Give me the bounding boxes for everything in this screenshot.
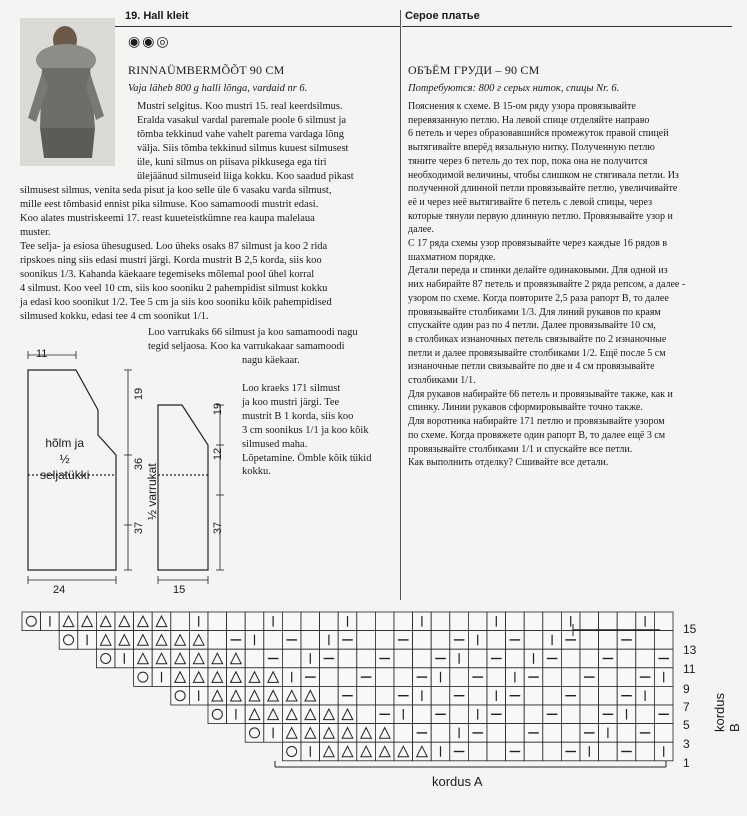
chart-cell: [96, 649, 115, 668]
chart-cell: [543, 742, 562, 761]
text-line: Eralda vasakul vardal paremale poole 6 silmust ja: [137, 114, 347, 126]
chart-cell: [171, 649, 190, 668]
text-line: ripskoes ning siis edasi mustri järgi. Korda mustrit B 2,5 korda, siis koo: [20, 254, 322, 266]
chart-cell: [320, 686, 339, 705]
chart-cell: [506, 724, 525, 743]
text-line: Koo alates mustriskeemi 17. reast kuueteistkümne rea kaupa malelaua: [20, 212, 315, 224]
chart-cell: [636, 705, 655, 724]
materials-russian: Потребуются: 800 г серых ниток, спицы Nr. 6.: [408, 83, 620, 94]
chart-cell: [543, 668, 562, 687]
chart-cell: [580, 705, 599, 724]
chart-cell: [357, 649, 376, 668]
chart-cell: [599, 612, 618, 631]
chart-cell: [468, 686, 487, 705]
text-line: необходимой величины, чтобы слишком не стягивала петли. Из: [408, 169, 679, 181]
chart-cell: [654, 686, 673, 705]
dim-top-width: 11: [36, 348, 48, 360]
row-number: 15: [683, 622, 697, 636]
chart-cell: [282, 705, 301, 724]
chart-cell: [171, 631, 190, 650]
chart-cell: [561, 649, 580, 668]
text-line: välja. Siis tõmba tekkinud silmus kuuest silmusest: [137, 142, 349, 154]
chart-cell: [580, 612, 599, 631]
chart-cell: [338, 705, 357, 724]
text-line: mustrit B 1 korda, siis koo: [242, 410, 354, 422]
chart-cell: [208, 668, 227, 687]
chart-cell: [320, 742, 339, 761]
chart-cell: [506, 705, 525, 724]
chart-cell: [561, 705, 580, 724]
text-line: ja koo mustri järgi. Tee: [242, 396, 340, 408]
chart-cell: [394, 742, 413, 761]
chart-cell: [654, 724, 673, 743]
text-line: ülejäänud silmuseid liiga kokku. Koo saadud pikast: [137, 170, 354, 182]
chart-cell: [375, 686, 394, 705]
chart-cell: [487, 742, 506, 761]
text-line: изнаночные петли связывайте по две и 4 см провязывайте: [408, 361, 655, 373]
chart-cell: [617, 649, 636, 668]
row-number: 9: [683, 682, 690, 696]
chart-cell: [115, 612, 134, 631]
text-line: далее.: [408, 224, 434, 236]
text-line: в столбиках изнаночных петель связывайте по 2 изнаночные: [408, 333, 667, 345]
chart-cell: [59, 612, 78, 631]
text-line: столбиками 1/1.: [408, 375, 476, 387]
chart-cell: [599, 742, 618, 761]
chart-cell: [431, 631, 450, 650]
chart-cell: [413, 631, 432, 650]
header-rule-right: [402, 26, 732, 27]
chart-cell: [394, 668, 413, 687]
chart-cell: [543, 612, 562, 631]
chart-cell: [134, 649, 153, 668]
collar-instructions-estonian: [242, 382, 371, 479]
text-line: провязывайте столбиками 1/3. Для линий рукавов по краям: [408, 306, 661, 318]
chart-cell: [282, 612, 301, 631]
size-title-russian: ОБЪЁМ ГРУДИ – 90 СМ: [408, 63, 540, 77]
chart-cell: [227, 668, 246, 687]
chart-cell: [152, 631, 171, 650]
text-line: 6 петель и через образовавшийся промежуток правой спицей: [408, 128, 669, 140]
text-line: Loo varrukaks 66 silmust ja koo samamoodi nagu: [148, 327, 358, 338]
text-line: них набирайте 87 петель и провязывайте 2 ряда репсом, а далее -: [408, 279, 686, 291]
chart-cell: [301, 612, 320, 631]
chart-cell: [375, 742, 394, 761]
chart-cell: [357, 742, 376, 761]
chart-cell: [599, 686, 618, 705]
chart-cell: [561, 668, 580, 687]
chart-cell: [357, 705, 376, 724]
chart-cell: [524, 705, 543, 724]
chart-cell: [96, 612, 115, 631]
chart-cell: [320, 612, 339, 631]
chart-cell: [301, 705, 320, 724]
chart-cell: [561, 724, 580, 743]
row-number: 3: [683, 737, 690, 751]
text-line: полученной длинной петли провязывайте петлю, увеличивайте: [408, 183, 678, 195]
pattern-explanation-estonian: [137, 100, 354, 183]
chart-cell: [338, 649, 357, 668]
chart-cell: [338, 742, 357, 761]
text-line: перевязанную петлю. На левой спице отделяйте направо: [408, 114, 650, 126]
text-line: Tee selja- ja esiosa ühesugused. Loo üheks osaks 87 silmust ja koo 2 rida: [20, 241, 328, 252]
chart-cell: [431, 612, 450, 631]
chart-cell: [357, 724, 376, 743]
chart-cell: [264, 668, 283, 687]
dim-sleeve-width: 15: [173, 584, 186, 596]
chart-cell: [245, 668, 264, 687]
chart-cell: [320, 668, 339, 687]
chart-cell: [245, 649, 264, 668]
chart-cell: [171, 686, 190, 705]
chart-cell: [431, 724, 450, 743]
chart-cell: [282, 724, 301, 743]
text-line: soonikus 1/3. Kahanda käekaare tegemiseks mõlemal pool ühel korral: [20, 268, 315, 280]
text-line: silmusest silmus, venita seda pisut ja koo selle üle 6 vasaku varda silmust,: [20, 185, 332, 196]
chart-cell: [636, 631, 655, 650]
chart-cell: [431, 686, 450, 705]
pattern-title-estonian: 19. Hall kleit: [125, 10, 189, 22]
chart-cell: [413, 742, 432, 761]
text-line: вытягивайте вперёд вязальную нитку. Полученную петлю: [408, 142, 655, 154]
chart-cell: [152, 649, 171, 668]
dim-sleeve-bottom: 37: [212, 521, 225, 535]
row-number: 1: [683, 756, 690, 770]
chart-cell: [189, 668, 208, 687]
difficulty-icons: ◉◉◎: [128, 34, 171, 50]
dim-armhole: 19: [133, 387, 146, 401]
chart-cell: [468, 612, 487, 631]
text-line: спинку. Линии рукавов сформировывайте точно также.: [408, 402, 643, 414]
repeat-a-label: kordus A: [432, 774, 483, 789]
chart-cell: [599, 631, 618, 650]
chart-cell: [506, 649, 525, 668]
chart-cell: [227, 612, 246, 631]
chart-cell: [152, 612, 171, 631]
text-line: kokku.: [242, 466, 271, 478]
chart-cell: [264, 631, 283, 650]
column-divider: [400, 10, 401, 600]
dim-bottom-width: 24: [53, 584, 66, 596]
text-line: Loo kraeks 171 silmust: [242, 383, 341, 394]
chart-cell: [654, 612, 673, 631]
text-line: 4 silmust. Koo veel 10 cm, siis koo sooniku 2 pahempidist silmust kokku: [20, 282, 328, 294]
chart-cell: [245, 724, 264, 743]
chart-cell: [264, 686, 283, 705]
chart-cell: [357, 612, 376, 631]
text-line: Lõpetamine. Ömble kõik tükid: [242, 452, 372, 464]
text-line: Для воротника набирайте 171 петлю и провязывайте узором: [408, 416, 665, 428]
chart-cell: [524, 631, 543, 650]
chart-cell: [487, 668, 506, 687]
chart-cell: [245, 612, 264, 631]
text-line: üle, kuni silmus on piisava pikkusega ega tiri: [137, 156, 327, 168]
chart-cell: [227, 649, 246, 668]
chart-cell: [301, 724, 320, 743]
chart-cell: [524, 612, 543, 631]
text-line: silmused kokku, edasi tee 4 cm soonikut 1/1.: [20, 310, 209, 322]
chart-cell: [580, 649, 599, 668]
chart-cell: [245, 686, 264, 705]
size-title-estonian: RINNAÜMBERMÕÕT 90 CM: [128, 63, 285, 77]
chart-cell: [375, 631, 394, 650]
text-line: Детали переда и спинки делайте одинаковыми. Для одной из: [408, 265, 668, 277]
text-line: петли и далее провязывайте столбиками 1/2. Ещё после 5 см: [408, 347, 666, 359]
text-line: Пояснения к схеме. В 15-ом ряду узора провязывайте: [408, 101, 636, 112]
text-line: tegid seljaosa. Koo ka varrukakaar samamoodi: [148, 340, 345, 352]
chart-cell: [189, 631, 208, 650]
row-number: 7: [683, 700, 690, 714]
text-line: muster.: [20, 226, 51, 238]
chart-cell: [134, 631, 153, 650]
text-line: её и через неё вытягивайте 6 петель с левой спицы, через: [408, 196, 653, 208]
chart-cell: [654, 631, 673, 650]
chart-cell: [282, 742, 301, 761]
chart-cell: [227, 686, 246, 705]
text-line: mille eest tõmbasid ennist pika silmuse. Koo samamoodi mustrit edasi.: [20, 198, 319, 210]
text-line: tõmba tekkinud vahe vahelt parema vardaga lõng: [137, 128, 345, 140]
text-line: Для рукавов набирайте 66 петель и провязывайте также, как и: [408, 388, 673, 400]
chart-cell: [450, 705, 469, 724]
chart-cell: [208, 631, 227, 650]
model-photo: [20, 18, 115, 166]
chart-cell: [208, 705, 227, 724]
chart-cell: [78, 612, 97, 631]
dim-body-bottom: 37: [133, 521, 146, 535]
chart-cell: [189, 649, 208, 668]
text-line: silmused maha.: [242, 438, 308, 450]
materials-estonian: Vaja läheb 800 g halli lõnga, vardaid nr 6.: [128, 83, 308, 94]
text-line: провязывайте столбиками 1/1 и спускайте все петли.: [408, 443, 633, 455]
text-line: тяните через 6 петель до тех пор, пока она не получится: [408, 155, 648, 167]
chart-cell: [543, 686, 562, 705]
chart-cell: [636, 742, 655, 761]
sleeve-piece-label: ½ varrukat: [145, 463, 159, 520]
chart-cell: [59, 631, 78, 650]
text-line: Mustri selgitus. Koo mustri 15. real keerdsilmus.: [137, 101, 343, 112]
chart-cell: [487, 631, 506, 650]
chart-cell: [171, 612, 190, 631]
dim-sleeve-mid: 12: [212, 447, 225, 461]
chart-cell: [394, 612, 413, 631]
chart-cell: [171, 668, 190, 687]
chart-cell: [394, 649, 413, 668]
knitting-chart: [20, 610, 690, 780]
chart-cell: [338, 668, 357, 687]
chart-cell: [413, 705, 432, 724]
text-line: ja edasi koo soonikut 1/2. Tee 5 cm ja siis koo sooniku kõik pahempidised: [20, 296, 332, 308]
chart-cell: [320, 724, 339, 743]
chart-cell: [134, 612, 153, 631]
chart-cell: [264, 705, 283, 724]
chart-cell: [282, 686, 301, 705]
chart-cell: [134, 668, 153, 687]
chart-cell: [115, 631, 134, 650]
dim-body-mid: 36: [133, 457, 146, 471]
chart-cell: [636, 649, 655, 668]
chart-cell: [375, 612, 394, 631]
text-line: узором по схеме. Когда повторите 2,5 раза рапорт В, то далее: [408, 292, 669, 304]
pattern-title-russian: Серое платье: [405, 10, 480, 22]
chart-cell: [208, 649, 227, 668]
chart-cell: [543, 724, 562, 743]
chart-cell: [245, 705, 264, 724]
text-line: nagu käekaar.: [242, 354, 300, 366]
chart-cell: [208, 612, 227, 631]
chart-cell: [413, 649, 432, 668]
text-line: С 17 ряда схемы узор провязывайте через каждые 16 рядов в: [408, 238, 668, 250]
text-line: шахматном порядке.: [408, 251, 496, 263]
chart-cell: [617, 612, 636, 631]
chart-cell: [617, 724, 636, 743]
chart-cell: [301, 686, 320, 705]
chart-cell: [22, 612, 41, 631]
chart-cell: [487, 724, 506, 743]
chart-cell: [580, 631, 599, 650]
chart-cell: [394, 724, 413, 743]
chart-cell: [599, 668, 618, 687]
russian-text-block: [408, 100, 685, 470]
chart-cell: [450, 612, 469, 631]
text-line: Как выполнить отделку? Сшивайте все детали.: [408, 457, 609, 469]
chart-cell: [357, 686, 376, 705]
pattern-explanation-estonian-cont: [20, 184, 331, 240]
row-number: 5: [683, 718, 690, 732]
chart-cell: [338, 724, 357, 743]
chart-cell: [357, 631, 376, 650]
row-number: 11: [683, 662, 696, 676]
chart-cell: [301, 631, 320, 650]
chart-cell: [96, 631, 115, 650]
chart-cell: [320, 705, 339, 724]
row-number: 13: [683, 643, 697, 657]
chart-cell: [524, 686, 543, 705]
chart-cell: [506, 612, 525, 631]
chart-cell: [580, 686, 599, 705]
repeat-b-label: kordus B: [712, 692, 742, 732]
chart-cell: [282, 649, 301, 668]
text-line: по схеме. Когда провяжете один рапорт В, то далее ещё 3 см: [408, 429, 666, 441]
chart-cell: [208, 686, 227, 705]
chart-cell: [468, 649, 487, 668]
front-back-instructions-estonian: [20, 240, 332, 323]
chart-cell: [617, 668, 636, 687]
chart-cell: [450, 668, 469, 687]
text-line: спускайте один раз по 4 петли. Далее провязывайте 10 см,: [408, 320, 656, 332]
text-line: 3 cm soonikus 1/1 ja koo kõik: [242, 424, 369, 436]
text-line: которые тянули первую длинную петлю. Провязывайте узор и: [408, 210, 673, 222]
chart-cell: [468, 742, 487, 761]
chart-cell: [375, 668, 394, 687]
body-piece-label: hõlm ja ½ seljatükki: [40, 436, 90, 482]
dim-sleeve-cap: 19: [212, 402, 225, 416]
chart-cell: [375, 724, 394, 743]
chart-cell: [524, 742, 543, 761]
